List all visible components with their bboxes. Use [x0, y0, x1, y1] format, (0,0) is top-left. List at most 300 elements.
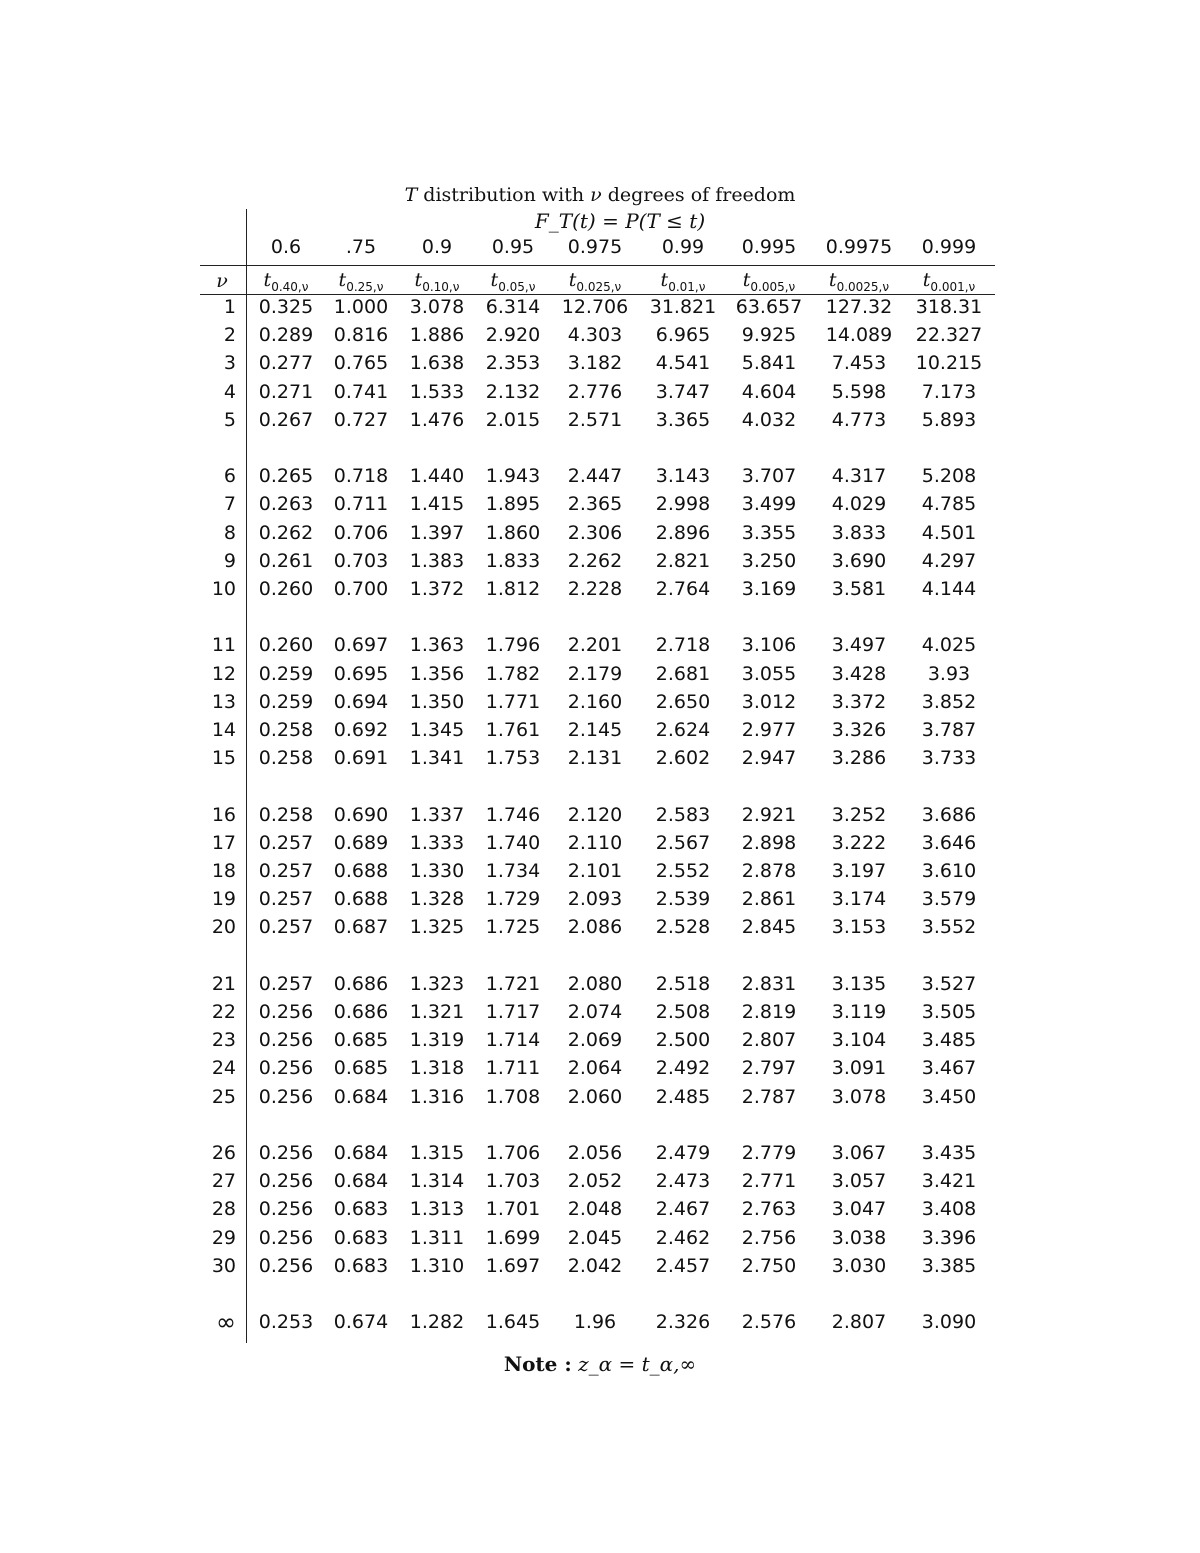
value-cell: 1.311 [409, 1226, 465, 1249]
value-cell: 1.000 [333, 296, 389, 318]
value-cell: 0.256 [258, 1254, 314, 1277]
value-cell: 2.160 [567, 690, 623, 713]
value-cell: 3.222 [831, 831, 887, 854]
value-cell: 1.363 [409, 634, 465, 657]
value-cell: 2.920 [485, 324, 541, 347]
value-cell: 2.262 [567, 549, 623, 572]
value-cell: 3.686 [921, 803, 977, 826]
value-cell: 3.182 [567, 352, 623, 375]
value-cell: 4.032 [741, 408, 797, 431]
value-cell: 0.256 [258, 1142, 314, 1164]
value-cell: 6.965 [655, 324, 711, 347]
value-cell: 2.132 [485, 380, 541, 403]
value-cell: 0.816 [333, 324, 389, 347]
value-cell: 1.476 [409, 408, 465, 431]
value-cell: 3.787 [921, 719, 977, 741]
value-cell: 3.174 [831, 888, 887, 911]
value-cell: 2.819 [741, 1001, 797, 1023]
value-cell: 1.356 [409, 662, 465, 685]
value-cell: 3.047 [831, 1198, 887, 1221]
value-cell: 2.056 [567, 1142, 623, 1164]
value-cell: 1.721 [485, 972, 541, 995]
value-cell: 3.252 [831, 803, 887, 826]
value-cell: 0.260 [258, 634, 314, 657]
value-cell: 2.064 [567, 1057, 623, 1080]
value-cell: 0.684 [333, 1142, 389, 1164]
value-cell: 3.106 [741, 634, 797, 657]
value-cell: 1.325 [409, 916, 465, 939]
nu-cell: 7 [223, 493, 236, 516]
alpha-header: $t_{0.0025,\nu}$ [828, 269, 890, 294]
value-cell: 4.297 [921, 549, 977, 572]
title-nu: ν [590, 184, 602, 206]
value-cell: 1.895 [485, 493, 541, 516]
value-cell: 2.764 [655, 578, 711, 600]
value-cell: 2.353 [485, 352, 541, 375]
value-cell: 3.012 [741, 690, 797, 713]
value-cell: 2.086 [567, 916, 623, 939]
nu-cell: 21 [211, 972, 236, 995]
value-cell: 0.697 [333, 634, 389, 657]
value-cell: 2.539 [655, 888, 711, 911]
value-cell: 1.703 [485, 1170, 541, 1193]
value-cell: 318.31 [915, 296, 983, 318]
value-cell: 0.256 [258, 1085, 314, 1108]
value-cell: 3.707 [741, 465, 797, 488]
value-cell: 3.057 [831, 1170, 887, 1193]
value-cell: 1.860 [485, 521, 541, 544]
value-cell: 1.746 [485, 803, 541, 826]
value-cell: 0.765 [333, 352, 389, 375]
value-cell: 0.257 [258, 860, 314, 882]
prob-header: 0.975 [567, 236, 623, 258]
value-cell: 3.396 [921, 1226, 977, 1249]
value-cell: 3.286 [831, 747, 887, 770]
prob-header: 0.9975 [825, 236, 893, 258]
value-cell: 127.32 [825, 296, 893, 318]
value-cell: 1.812 [485, 578, 541, 600]
value-cell: 1.337 [409, 803, 465, 826]
value-cell: 0.259 [258, 690, 314, 713]
value-cell: 3.852 [921, 690, 977, 713]
value-cell: 3.579 [921, 888, 977, 911]
value-cell: 2.552 [655, 860, 711, 882]
value-cell: 2.602 [655, 747, 711, 770]
value-cell: 3.408 [921, 1198, 977, 1221]
value-cell: 4.317 [831, 465, 887, 488]
value-cell: 1.761 [485, 719, 541, 741]
value-cell: 1.318 [409, 1057, 465, 1080]
value-cell: 3.091 [831, 1057, 887, 1080]
value-cell: 3.067 [831, 1142, 887, 1164]
value-cell: 2.797 [741, 1057, 797, 1080]
nu-cell: 2 [223, 324, 236, 347]
nu-cell: 13 [211, 690, 236, 713]
value-cell: 1.310 [409, 1254, 465, 1277]
value-cell: 0.258 [258, 803, 314, 826]
value-cell: 3.030 [831, 1254, 887, 1277]
value-cell: 0.257 [258, 972, 314, 995]
value-cell: 3.197 [831, 860, 887, 882]
prob-header: 0.99 [661, 236, 705, 258]
alpha-header: $t_{0.001,\nu}$ [922, 269, 976, 294]
value-cell: 2.624 [655, 719, 711, 741]
value-cell: 2.650 [655, 690, 711, 713]
value-cell: 2.110 [567, 831, 623, 854]
value-cell: 2.485 [655, 1085, 711, 1108]
value-cell: 0.256 [258, 1029, 314, 1052]
value-cell: 2.807 [741, 1029, 797, 1052]
value-cell: 1.282 [409, 1311, 465, 1334]
value-cell: 2.787 [741, 1085, 797, 1108]
value-cell: 0.262 [258, 521, 314, 544]
value-cell: 0.741 [333, 380, 389, 403]
value-cell: 3.169 [741, 578, 797, 600]
value-cell: 2.718 [655, 634, 711, 657]
value-cell: 0.258 [258, 747, 314, 770]
note-math: z_α = t_α,∞ [578, 1352, 697, 1376]
value-cell: 2.518 [655, 972, 711, 995]
value-cell: 3.646 [921, 831, 977, 854]
value-cell: 1.645 [485, 1311, 541, 1334]
value-cell: 2.576 [741, 1311, 797, 1334]
value-cell: 2.101 [567, 860, 623, 882]
value-cell: 1.330 [409, 860, 465, 882]
value-cell: 2.201 [567, 634, 623, 657]
value-cell: 3.078 [831, 1085, 887, 1108]
value-cell: 1.725 [485, 916, 541, 939]
value-cell: 0.256 [258, 1001, 314, 1023]
value-cell: 0.256 [258, 1057, 314, 1080]
alpha-header: $t_{0.40,\nu}$ [263, 269, 309, 294]
value-cell: 2.878 [741, 860, 797, 882]
value-cell: 1.415 [409, 493, 465, 516]
value-cell: 1.943 [485, 465, 541, 488]
value-cell: 2.750 [741, 1254, 797, 1277]
nu-cell: 5 [223, 408, 236, 431]
value-cell: 0.687 [333, 916, 389, 939]
value-cell: 2.776 [567, 380, 623, 403]
value-cell: 3.485 [921, 1029, 977, 1052]
value-cell: 2.052 [567, 1170, 623, 1193]
value-cell: 0.692 [333, 719, 389, 741]
nu-header: ν [216, 270, 228, 292]
value-cell: 3.153 [831, 916, 887, 939]
value-cell: 3.527 [921, 972, 977, 995]
value-cell: 1.717 [485, 1001, 541, 1023]
value-cell: 3.499 [741, 493, 797, 516]
value-cell: 1.323 [409, 972, 465, 995]
value-cell: 2.120 [567, 803, 623, 826]
value-cell: 1.321 [409, 1001, 465, 1023]
title-middle: distribution with [417, 184, 591, 206]
value-cell: 2.306 [567, 521, 623, 544]
value-cell: 2.228 [567, 578, 623, 600]
value-cell: 1.440 [409, 465, 465, 488]
value-cell: 3.552 [921, 916, 977, 939]
prob-header: .75 [345, 236, 377, 258]
value-cell: 2.831 [741, 972, 797, 995]
prob-header: 0.999 [921, 236, 977, 258]
nu-cell: 4 [223, 380, 236, 403]
nu-cell: ∞ [216, 1308, 236, 1337]
value-cell: 3.135 [831, 972, 887, 995]
nu-cell: 25 [211, 1085, 236, 1108]
nu-cell: 11 [211, 634, 236, 657]
value-cell: 2.583 [655, 803, 711, 826]
value-cell: 0.256 [258, 1170, 314, 1193]
value-cell: 1.96 [573, 1311, 617, 1334]
value-cell: 4.541 [655, 352, 711, 375]
value-cell: 2.861 [741, 888, 797, 911]
value-cell: 7.173 [921, 380, 977, 403]
value-cell: 2.807 [831, 1311, 887, 1334]
value-cell: 0.695 [333, 662, 389, 685]
alpha-header: $t_{0.005,\nu}$ [742, 269, 796, 294]
nu-cell: 14 [211, 719, 236, 741]
value-cell: 0.256 [258, 1226, 314, 1249]
alpha-header: $t_{0.10,\nu}$ [414, 269, 460, 294]
value-cell: 1.714 [485, 1029, 541, 1052]
table-title [0, 182, 1200, 208]
value-cell: 2.845 [741, 916, 797, 939]
value-cell: 10.215 [915, 352, 983, 375]
title-var: T [404, 184, 418, 206]
value-cell: 0.683 [333, 1254, 389, 1277]
value-cell: 3.365 [655, 408, 711, 431]
header-rule-top [200, 265, 995, 266]
value-cell: 4.785 [921, 493, 977, 516]
value-cell: 0.289 [258, 324, 314, 347]
value-cell: 2.500 [655, 1029, 711, 1052]
value-cell: 0.706 [333, 521, 389, 544]
value-cell: 1.383 [409, 549, 465, 572]
value-cell: 0.257 [258, 888, 314, 911]
value-cell: 0.691 [333, 747, 389, 770]
value-cell: 5.598 [831, 380, 887, 403]
value-cell: 1.796 [485, 634, 541, 657]
value-cell: 0.267 [258, 408, 314, 431]
value-cell: 2.492 [655, 1057, 711, 1080]
nu-cell: 23 [211, 1029, 236, 1052]
value-cell: 2.528 [655, 916, 711, 939]
value-cell: 0.694 [333, 690, 389, 713]
value-cell: 0.265 [258, 465, 314, 488]
value-cell: 1.701 [485, 1198, 541, 1221]
value-cell: 3.497 [831, 634, 887, 657]
value-cell: 1.753 [485, 747, 541, 770]
value-cell: 3.372 [831, 690, 887, 713]
cdf-formula: F_T(t) = P(T ≤ t) [534, 209, 706, 233]
nu-cell: 30 [211, 1254, 236, 1277]
value-cell: 2.080 [567, 972, 623, 995]
value-cell: 0.325 [258, 296, 314, 318]
prob-header: 0.995 [741, 236, 797, 258]
value-cell: 2.977 [741, 719, 797, 741]
nu-cell: 15 [211, 747, 236, 770]
value-cell: 2.131 [567, 747, 623, 770]
value-cell: 0.711 [333, 493, 389, 516]
value-cell: 7.453 [831, 352, 887, 375]
nu-cell: 24 [211, 1057, 236, 1080]
value-cell: 2.821 [655, 549, 711, 572]
value-cell: 1.697 [485, 1254, 541, 1277]
value-cell: 2.060 [567, 1085, 623, 1108]
alpha-header: $t_{0.05,\nu}$ [490, 269, 536, 294]
value-cell: 1.313 [409, 1198, 465, 1221]
value-cell: 0.674 [333, 1311, 389, 1334]
value-cell: 2.479 [655, 1142, 711, 1164]
value-cell: 2.896 [655, 521, 711, 544]
value-cell: 2.447 [567, 465, 623, 488]
value-cell: 2.763 [741, 1198, 797, 1221]
nu-cell: 6 [223, 465, 236, 488]
value-cell: 4.303 [567, 324, 623, 347]
value-cell: 2.771 [741, 1170, 797, 1193]
value-cell: 2.042 [567, 1254, 623, 1277]
value-cell: 1.699 [485, 1226, 541, 1249]
value-cell: 12.706 [561, 296, 629, 318]
alpha-header: $t_{0.025,\nu}$ [568, 269, 622, 294]
value-cell: 1.341 [409, 747, 465, 770]
alpha-header: $t_{0.25,\nu}$ [338, 269, 384, 294]
value-cell: 0.271 [258, 380, 314, 403]
value-cell: 3.467 [921, 1057, 977, 1080]
value-cell: 3.505 [921, 1001, 977, 1023]
value-cell: 1.729 [485, 888, 541, 911]
note-label: Note : [503, 1352, 572, 1376]
value-cell: 5.893 [921, 408, 977, 431]
value-cell: 3.833 [831, 521, 887, 544]
value-cell: 0.258 [258, 719, 314, 741]
value-cell: 3.078 [409, 296, 465, 318]
value-cell: 0.688 [333, 860, 389, 882]
value-cell: 3.250 [741, 549, 797, 572]
value-cell: 2.508 [655, 1001, 711, 1023]
value-cell: 2.779 [741, 1142, 797, 1164]
value-cell: 3.435 [921, 1142, 977, 1164]
title-suffix: degrees of freedom [601, 184, 796, 206]
value-cell: 3.610 [921, 860, 977, 882]
value-cell: 9.925 [741, 324, 797, 347]
value-cell: 1.886 [409, 324, 465, 347]
value-cell: 2.069 [567, 1029, 623, 1052]
value-cell: 3.119 [831, 1001, 887, 1023]
value-cell: 2.681 [655, 662, 711, 685]
value-cell: 22.327 [915, 324, 983, 347]
nu-cell: 26 [211, 1142, 236, 1164]
value-cell: 2.473 [655, 1170, 711, 1193]
value-cell: 0.686 [333, 972, 389, 995]
value-cell: 1.350 [409, 690, 465, 713]
nu-cell: 29 [211, 1226, 236, 1249]
prob-header: 0.9 [421, 236, 453, 258]
value-cell: 3.690 [831, 549, 887, 572]
value-cell: 4.025 [921, 634, 977, 657]
value-cell: 5.841 [741, 352, 797, 375]
value-cell: 2.898 [741, 831, 797, 854]
value-cell: 3.421 [921, 1170, 977, 1193]
value-cell: 31.821 [649, 296, 717, 318]
nu-cell: 3 [223, 352, 236, 375]
nu-cell: 27 [211, 1170, 236, 1193]
value-cell: 2.457 [655, 1254, 711, 1277]
value-cell: 0.685 [333, 1057, 389, 1080]
value-cell: 3.038 [831, 1226, 887, 1249]
value-cell: 2.467 [655, 1198, 711, 1221]
value-cell: 1.319 [409, 1029, 465, 1052]
value-cell: 5.208 [921, 465, 977, 488]
value-cell: 1.372 [409, 578, 465, 600]
value-cell: 2.921 [741, 803, 797, 826]
value-cell: 1.315 [409, 1142, 465, 1164]
value-cell: 2.048 [567, 1198, 623, 1221]
value-cell: 2.998 [655, 493, 711, 516]
value-cell: 0.277 [258, 352, 314, 375]
value-cell: 0.263 [258, 493, 314, 516]
value-cell: 3.104 [831, 1029, 887, 1052]
value-cell: 2.015 [485, 408, 541, 431]
value-cell: 3.143 [655, 465, 711, 488]
value-cell: 2.571 [567, 408, 623, 431]
value-cell: 1.316 [409, 1085, 465, 1108]
value-cell: 0.261 [258, 549, 314, 572]
nu-cell: 8 [223, 521, 236, 544]
value-cell: 0.690 [333, 803, 389, 826]
value-cell: 0.688 [333, 888, 389, 911]
value-cell: 3.733 [921, 747, 977, 770]
alpha-header: $t_{0.01,\nu}$ [660, 269, 706, 294]
value-cell: 1.833 [485, 549, 541, 572]
value-cell: 2.093 [567, 888, 623, 911]
nu-cell: 20 [211, 916, 236, 939]
value-cell: 1.328 [409, 888, 465, 911]
value-cell: 4.604 [741, 380, 797, 403]
value-cell: 1.345 [409, 719, 465, 741]
value-cell: 0.700 [333, 578, 389, 600]
value-cell: 1.711 [485, 1057, 541, 1080]
value-cell: 0.683 [333, 1198, 389, 1221]
value-cell: 1.782 [485, 662, 541, 685]
value-cell: 1.638 [409, 352, 465, 375]
value-cell: 0.253 [258, 1311, 314, 1334]
value-cell: 1.397 [409, 521, 465, 544]
value-cell: 4.501 [921, 521, 977, 544]
value-cell: 3.090 [921, 1311, 977, 1334]
prob-header: 0.95 [491, 236, 535, 258]
value-cell: 14.089 [825, 324, 893, 347]
value-cell: 1.708 [485, 1085, 541, 1108]
value-cell: 3.428 [831, 662, 887, 685]
value-cell: 6.314 [485, 296, 541, 318]
value-cell: 0.260 [258, 578, 314, 600]
value-cell: 4.144 [921, 578, 977, 600]
nu-cell: 28 [211, 1198, 236, 1221]
value-cell: 2.365 [567, 493, 623, 516]
value-cell: 0.685 [333, 1029, 389, 1052]
value-cell: 0.259 [258, 662, 314, 685]
value-cell: 2.756 [741, 1226, 797, 1249]
nu-cell: 12 [211, 662, 236, 685]
value-cell: 0.727 [333, 408, 389, 431]
value-cell: 3.581 [831, 578, 887, 600]
value-cell: 63.657 [735, 296, 803, 318]
value-cell: 0.257 [258, 916, 314, 939]
value-cell: 2.462 [655, 1226, 711, 1249]
nu-cell: 16 [211, 803, 236, 826]
value-cell: 1.734 [485, 860, 541, 882]
nu-cell: 19 [211, 888, 236, 911]
